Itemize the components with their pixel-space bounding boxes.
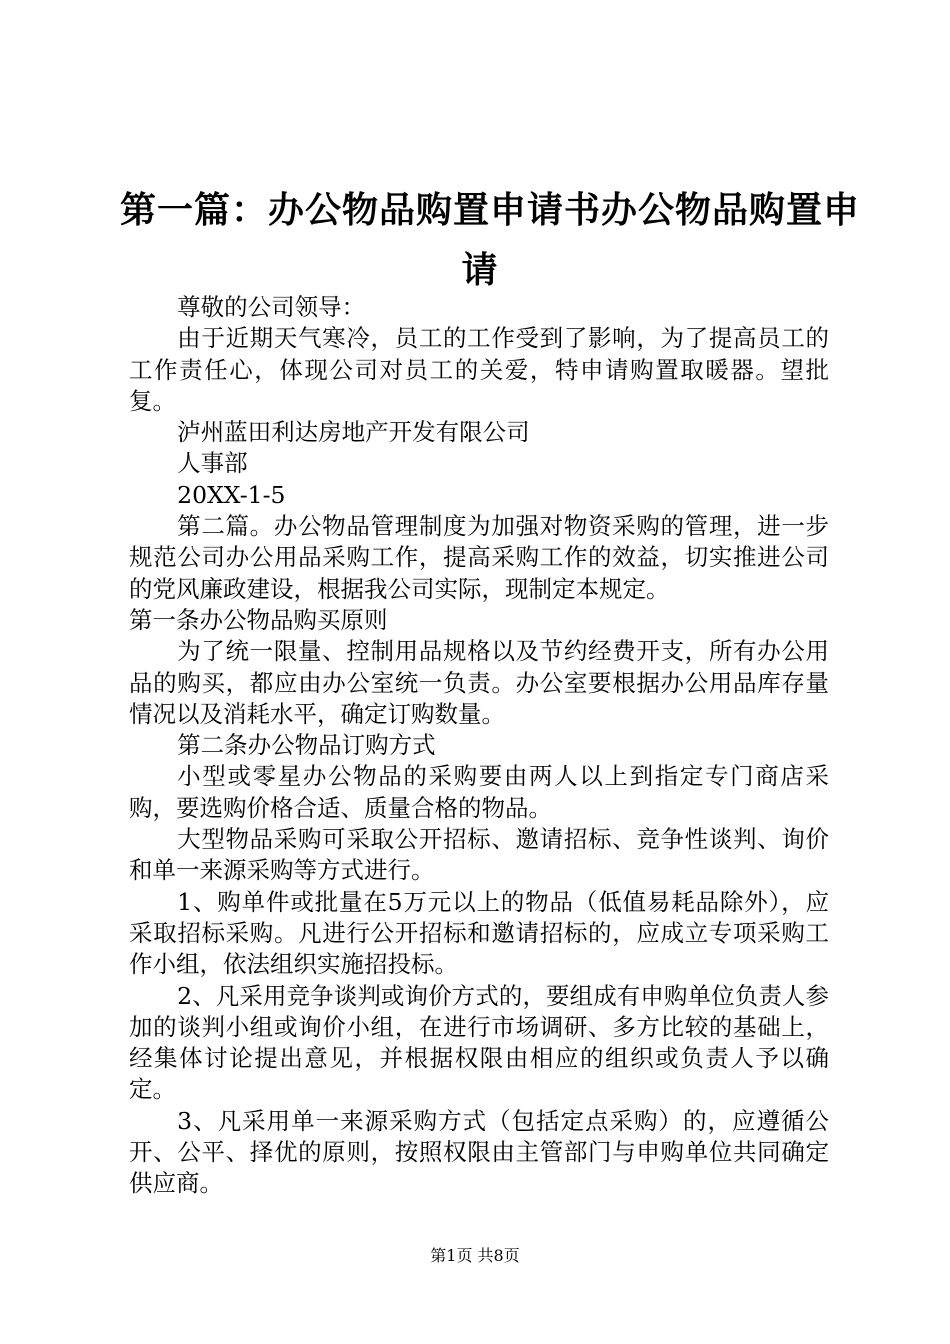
page-number-footer: 第1页 共8页 <box>430 1246 520 1265</box>
company-name: 泸州蓝田利达房地产开发有限公司 <box>177 418 530 447</box>
document-body <box>129 292 829 1200</box>
salutation: 尊敬的公司领导： <box>177 293 366 321</box>
document-title-line-1: 第一篇：办公物品购置申请书办公物品购置申 <box>120 189 861 231</box>
request-paragraph: 由于近期天气寒冷，员工的工作受到了影响，为了提高员工的工作责任心，体现公司对员工的关爱，特申请购置取暖器。望批复。 <box>129 324 829 415</box>
article-one-heading: 第一条办公物品购买原则 <box>129 605 388 634</box>
large-purchase-paragraph: 大型物品采购可采取公开招标、邀请招标、竞争性谈判、询价和单一来源采购等方式进行。 <box>129 825 829 885</box>
part-two-intro: 第二篇。办公物品管理制度为加强对物资采购的管理，进一步规范公司办公用品采购工作，提高采购工作的效益，切实推进公司的党风廉政建设，根据我公司实际，现制定本规定。 <box>129 512 829 603</box>
rule-item-2: 2、凡采用竞争谈判或询价方式的，要组成有申购单位负责人参加的谈判小组或询价小组，在进行市场调研、多方比较的基础上，经集体讨论提出意见，并根据权限由相应的组织或负责人予以确定。 <box>129 981 829 1104</box>
rule-item-1: 1、购单件或批量在5万元以上的物品（低值易耗品除外），应采取招标采购。凡进行公开招标和邀请招标的，应成立专项采购工作小组，依法组织实施招投标。 <box>129 887 829 979</box>
department: 人事部 <box>177 449 248 478</box>
rule-item-3: 3、凡采用单一来源采购方式（包括定点采购）的，应遵循公开、公平、择优的原则，按照权限由主管部门与申购单位共同确定供应商。 <box>129 1106 829 1198</box>
date: 20XX-1-5 <box>177 480 286 509</box>
small-purchase-paragraph: 小型或零星办公物品的采购要由两人以上到指定专门商店采购，要选购价格合适、质量合格的物品。 <box>129 762 829 822</box>
article-two-heading: 第二条办公物品订购方式 <box>177 731 436 760</box>
document-title-line-2: 请 <box>461 249 499 291</box>
article-one-body: 为了统一限量、控制用品规格以及节约经费开支，所有办公用品的购买，都应由办公室统一负责。办公室要根据办公用品库存量情况以及消耗水平，确定订购数量。 <box>129 637 829 728</box>
